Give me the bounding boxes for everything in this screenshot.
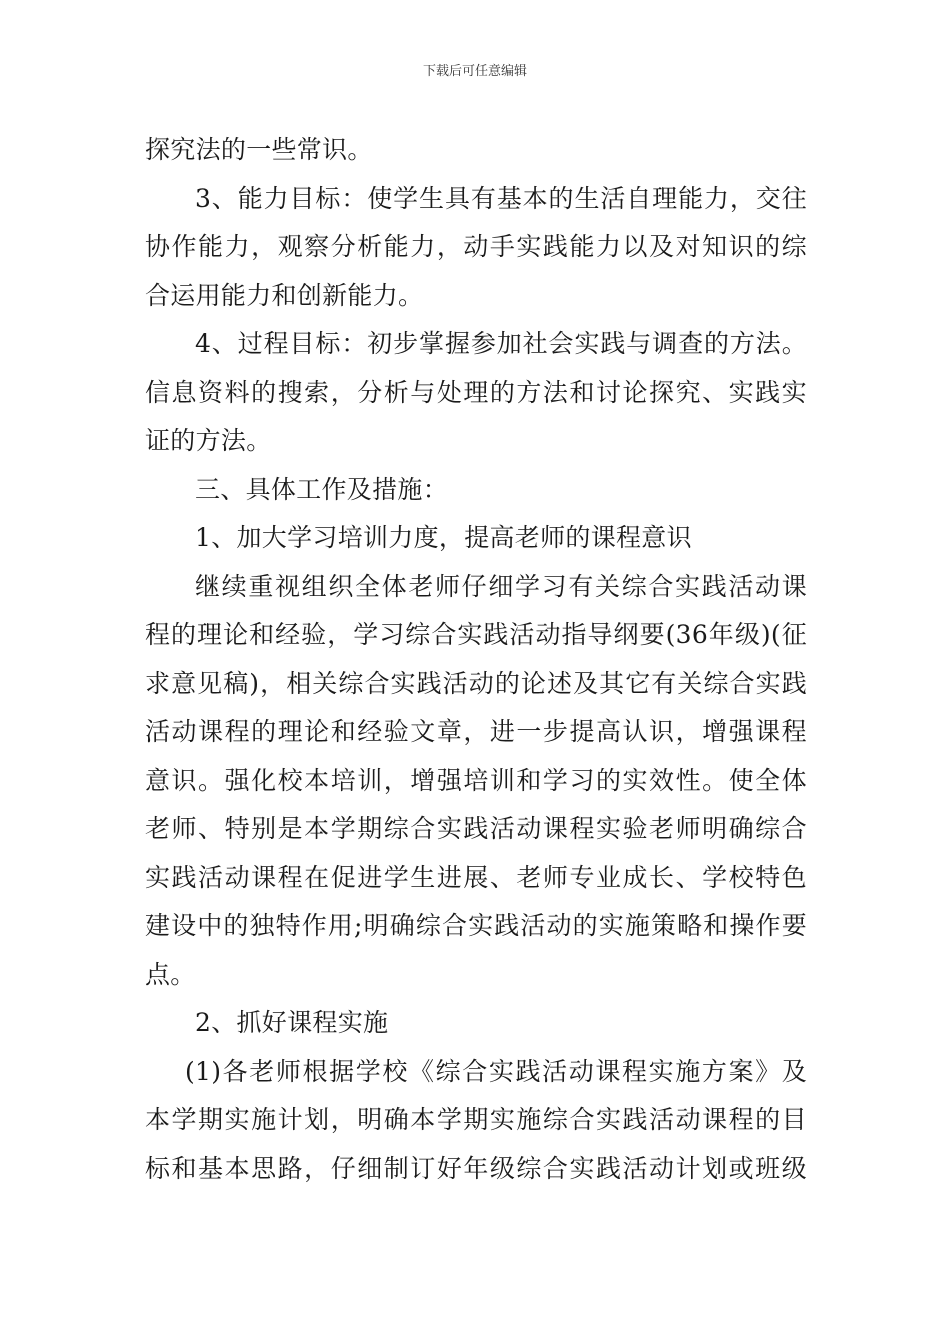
text-line: 1、加大学习培训力度，提高老师的课程意识 — [195, 523, 692, 552]
text-line: 3、能力目标：使学生具有基本的生活自理能力，交往 — [195, 183, 807, 213]
text-line: 点。 — [145, 959, 196, 989]
text-line: 信息资料的搜索，分析与处理的方法和讨论探究、实践实 — [145, 377, 807, 407]
document-body — [145, 126, 807, 1193]
text-line: 证的方法。 — [145, 426, 272, 455]
text-line: 协作能力，观察分析能力，动手实践能力以及对知识的综 — [145, 232, 807, 261]
text-line: 4、过程目标：初步掌握参加社会实践与调查的方法。 — [195, 329, 807, 358]
text-line: 2、抓好课程实施 — [195, 1008, 389, 1037]
text-line: 三、具体工作及措施： — [195, 474, 449, 504]
page-header: 下载后可任意编辑 — [422, 64, 527, 79]
text-line: 探究法的一些常识。 — [145, 135, 373, 164]
text-line: 老师、特别是本学期综合实践活动课程实验老师明确综合 — [145, 814, 807, 843]
text-line: 合运用能力和创新能力。 — [145, 280, 424, 310]
text-line: 活动课程的理论和经验文章，进一步提高认识，增强课程 — [145, 717, 807, 746]
text-line: 程的理论和经验，学习综合实践活动指导纲要(36年级)(征 — [145, 620, 807, 649]
text-line: 本学期实施计划，明确本学期实施综合实践活动课程的目 — [145, 1105, 807, 1134]
text-line: 求意见稿)，相关综合实践活动的论述及其它有关综合实践 — [145, 668, 807, 698]
text-line: 意识。强化校本培训，增强培训和学习的实效性。使全体 — [145, 765, 807, 795]
text-line: 标和基本思路，仔细制订好年级综合实践活动计划或班级 — [145, 1153, 807, 1183]
text-line: (1)各老师根据学校《综合实践活动课程实施方案》及 — [185, 1056, 807, 1086]
text-line: 实践活动课程在促进学生进展、老师专业成长、学校特色 — [145, 862, 807, 892]
text-line: 建设中的独特作用;明确综合实践活动的实施策略和操作要 — [145, 911, 807, 940]
text-line: 继续重视组织全体老师仔细学习有关综合实践活动课 — [195, 571, 807, 601]
